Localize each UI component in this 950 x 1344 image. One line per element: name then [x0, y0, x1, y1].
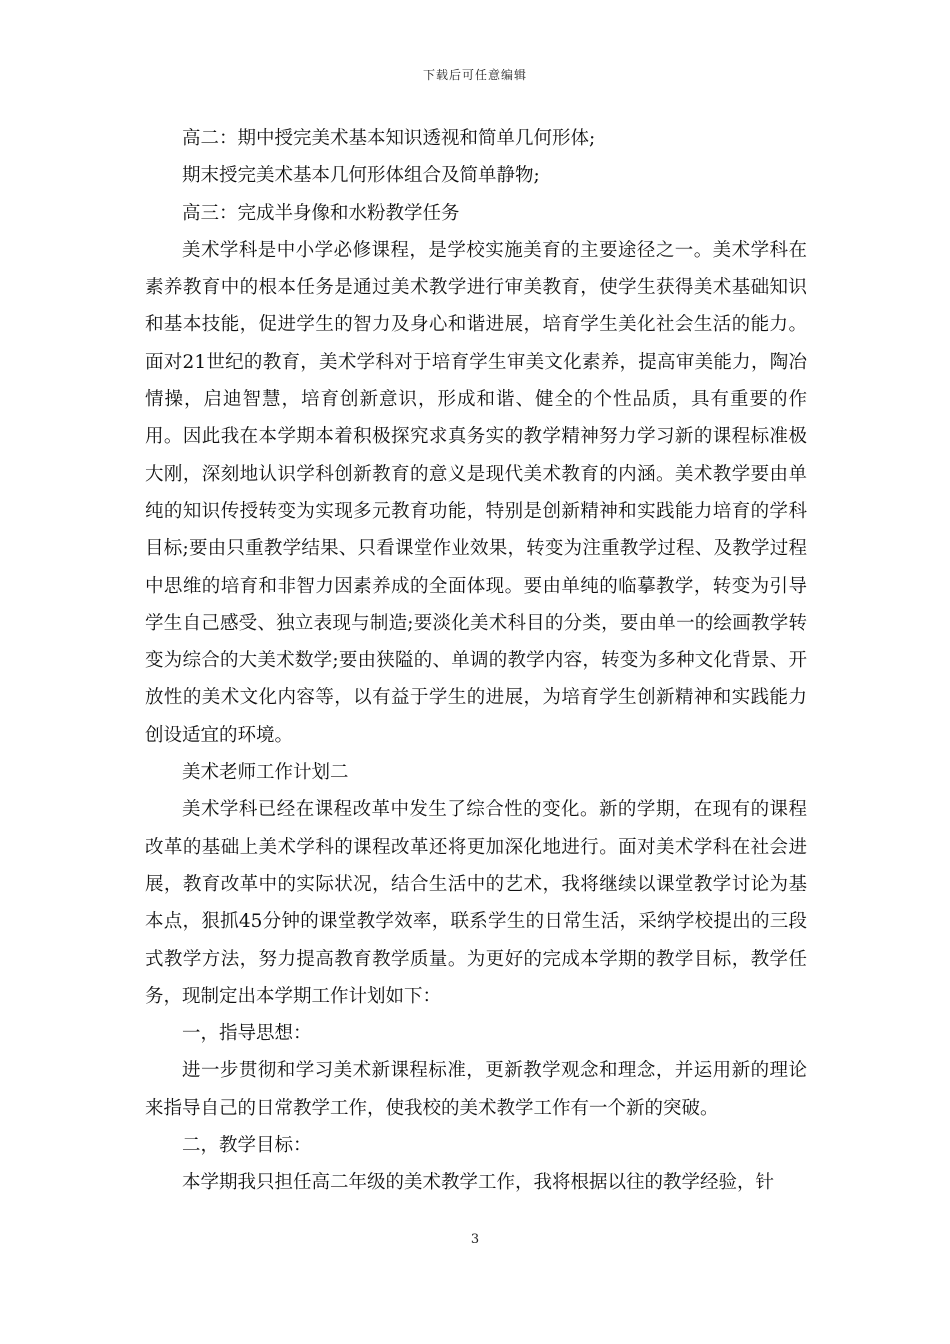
- paragraph: 高三：完成半身像和水粉教学任务: [182, 202, 460, 224]
- paragraph: 期末授完美术基本几何形体组合及简单静物;: [182, 165, 540, 187]
- paragraph: 美术学科已经在课程改革中发生了综合性的变化。新的学期，在现有的课程改革的基础上美术学科的课程改革还将更加深化地进行。面对美术学科在社会进展，教育改革中的实际状况，结合生活中的艺术，我将继续以课堂教学讨论为基本点，狠抓45分钟的课堂教学效率，联系学生的日常生活，采纳学校提出的三段式教学方法，努力提高教育教学质量。为更好的完成本学期的教学目标，教学任务，现制定出本学期工作计划如下：: [145, 799, 807, 1007]
- page-number: 3: [470, 1232, 480, 1247]
- paragraph: 美术学科是中小学必修课程，是学校实施美育的主要途径之一。美术学科在素养教育中的根本任务是通过美术教学进行审美教育，使学生获得美术基础知识和基本技能，促进学生的智力及身心和谐进展，培育学生美化社会生活的能力。面对21世纪的教育，美术学科对于培育学生审美文化素养，提高审美能力，陶冶情操，启迪智慧，培育创新意识，形成和谐、健全的个性品质，具有重要的作用。因此我在本学期本着积极探究求真务实的教学精神努力学习新的课程标准极大刚，深刻地认识学科创新教育的意义是现代美术教育的内涵。美术教学要由单纯的知识传授转变为实现多元教育功能，特别是创新精神和实践能力培育的学科目标;要由只重教学结果、只看课堂作业效果，转变为注重教学过程、及教学过程中思维的培育和非智力因素养成的全面体现。要由单纯的临摹教学，转变为引导学生自己感受、独立表现与制造;要淡化美术科目的分类，要由单一的绘画教学转变为综合的大美术数学;要由狭隘的、单调的教学内容，转变为多种文化背景、开放性的美术文化内容等，以有益于学生的进展，为培育学生创新精神和实践能力创设适宜的环境。: [145, 239, 807, 746]
- paragraph: 高二：期中授完美术基本知识透视和简单几何形体;: [182, 128, 596, 149]
- section-heading: 一，指导思想：: [182, 1023, 312, 1045]
- section-heading: 二，教学目标：: [182, 1135, 312, 1157]
- body-text: [145, 120, 807, 1202]
- section-heading: 美术老师工作计划二: [182, 762, 349, 784]
- paragraph: 本学期我只担任高二年级的美术教学工作，我将根据以往的教学经验，针: [182, 1172, 775, 1194]
- paragraph: 进一步贯彻和学习美术新课程标准，更新教学观念和理念，并运用新的理论来指导自己的日常教学工作，使我校的美术教学工作有一个新的突破。: [145, 1060, 807, 1119]
- page-header: 下载后可任意编辑: [422, 68, 527, 82]
